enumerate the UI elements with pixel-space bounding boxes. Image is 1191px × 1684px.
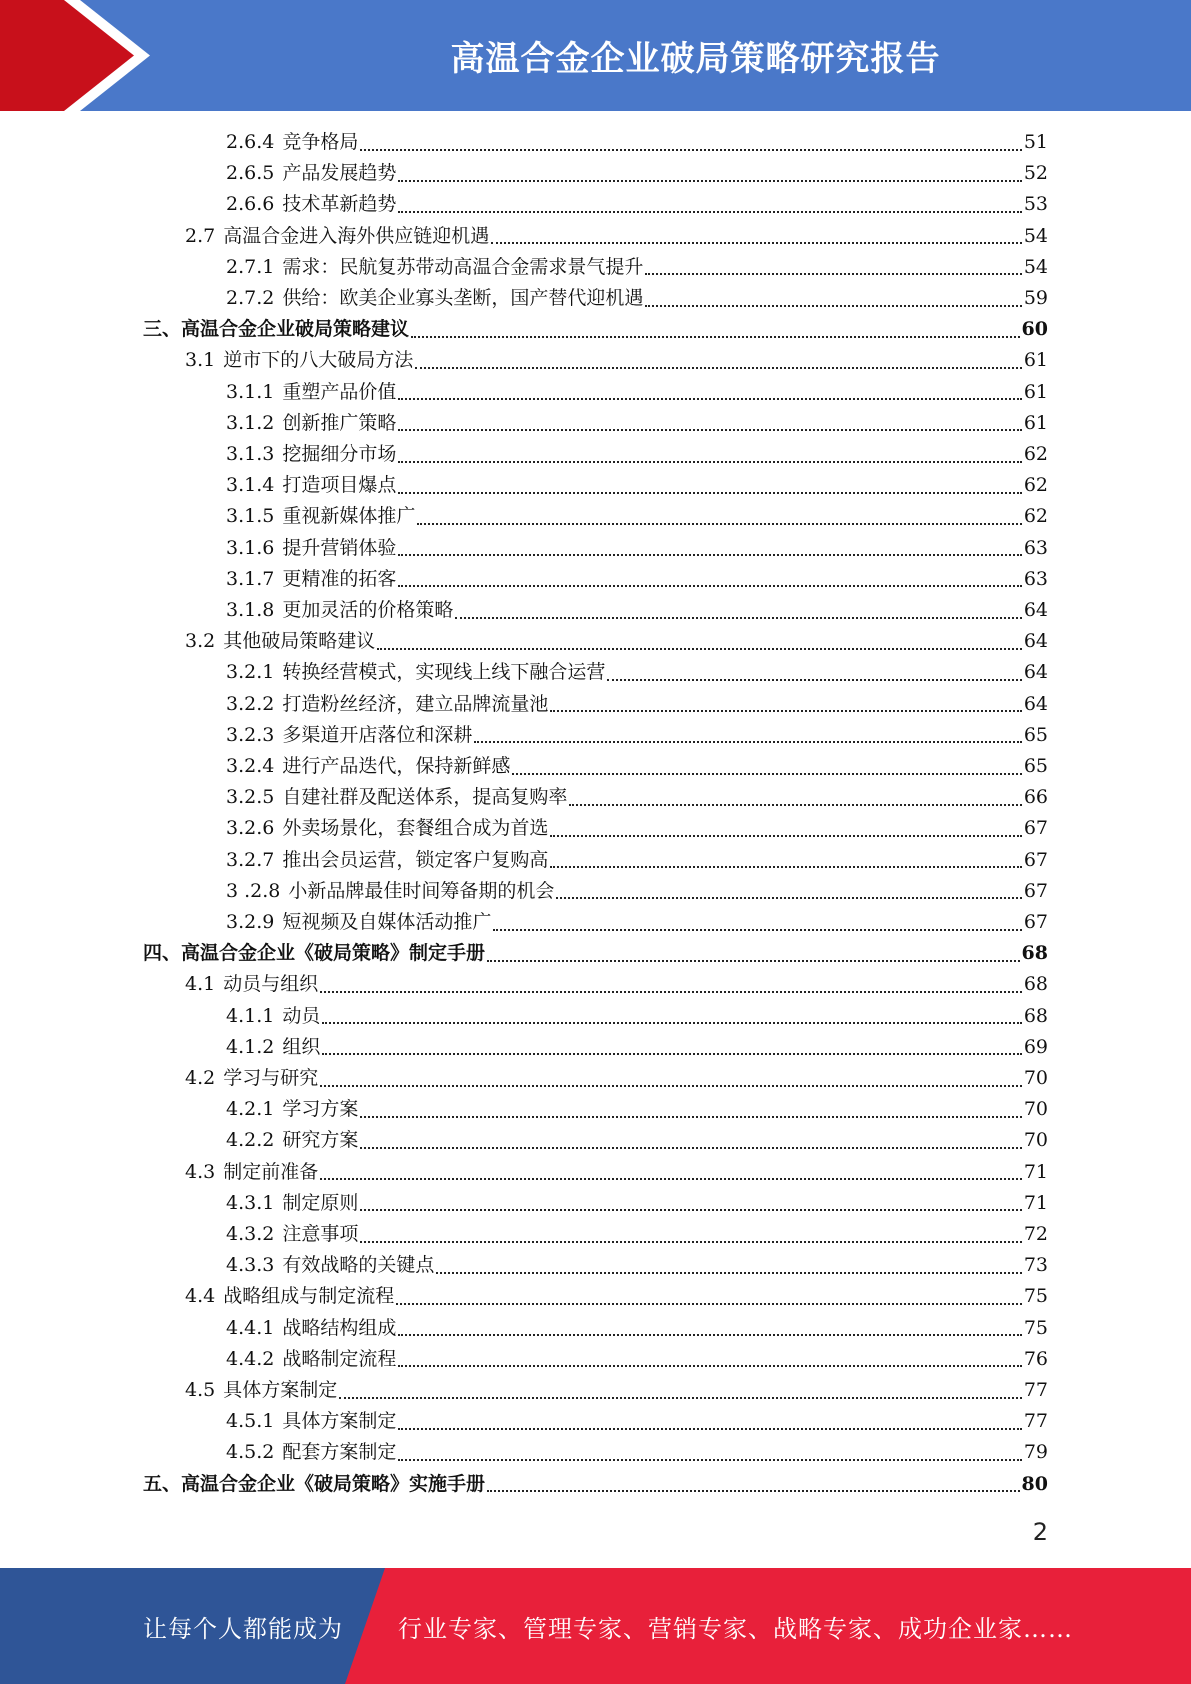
- toc-entry-label: 五、高温合金企业《破局策略》实施手册: [143, 1472, 486, 1495]
- toc-entry-label: 重视新媒体推广: [282, 505, 416, 528]
- toc-entry[interactable]: [226, 1313, 1048, 1344]
- toc-entry-number: 4.5.2: [226, 1441, 275, 1464]
- toc-entry-label: 供给：欧美企业寡头垄断，国产替代迎机遇: [282, 287, 644, 309]
- toc-entry[interactable]: [226, 501, 1048, 532]
- toc-entry-page: 53: [1023, 193, 1048, 216]
- toc-entry-number: 4.5: [185, 1379, 216, 1401]
- page-number: 2: [1032, 1518, 1048, 1546]
- toc-entry-page: 67: [1023, 848, 1048, 871]
- toc-entry-number: 3.1.1: [226, 380, 275, 403]
- toc-entry-number: 3.2.4: [226, 755, 275, 777]
- toc-entry[interactable]: [226, 845, 1048, 876]
- toc-entry-page: 62: [1023, 505, 1048, 528]
- toc-entry-label: 配套方案制定: [282, 1441, 397, 1464]
- toc-entry-number: 3.1.4: [226, 474, 275, 497]
- toc-entry[interactable]: [226, 720, 1048, 751]
- toc-entry-label: 注意事项: [282, 1223, 359, 1245]
- toc-entry-title: [226, 657, 605, 688]
- toc-entry-title: [226, 439, 396, 470]
- toc-dot-leader: [360, 131, 1021, 151]
- toc-entry-title: [226, 907, 491, 938]
- toc-entry-number: 3.2.2: [226, 692, 275, 715]
- toc-entry-page: 65: [1023, 755, 1048, 777]
- toc-entry-label: 产品发展趋势: [282, 162, 397, 185]
- toc-entry-page: 69: [1023, 1035, 1048, 1058]
- toc-entry-label: 高温合金进入海外供应链迎机遇: [223, 224, 490, 247]
- toc-entry-page: 64: [1023, 661, 1048, 684]
- toc-entry-label: 四、高温合金企业《破局策略》制定手册: [143, 942, 486, 965]
- toc-dot-leader: [398, 162, 1021, 182]
- toc-entry-page: 75: [1023, 1316, 1048, 1339]
- toc-entry[interactable]: [226, 189, 1048, 220]
- footer-slogan-right: 行业专家、管理专家、营销专家、战略专家、成功企业家……: [398, 1614, 1073, 1643]
- toc-dot-leader: [569, 786, 1021, 806]
- toc-dot-leader: [556, 879, 1021, 899]
- toc-entry[interactable]: [185, 1375, 1048, 1406]
- toc-entry-page: 52: [1023, 162, 1048, 185]
- toc-dot-leader: [474, 723, 1021, 743]
- toc-entry[interactable]: [226, 564, 1048, 595]
- toc-dot-leader: [398, 567, 1021, 587]
- toc-entry[interactable]: [226, 689, 1048, 720]
- toc-entry-number: 2.7.2: [226, 287, 275, 309]
- footer-slogan-left: 让每个人都能成为: [143, 1614, 343, 1643]
- toc-entry-page: 70: [1023, 1067, 1048, 1089]
- toc-entry-label: 进行产品迭代，保持新鲜感: [282, 755, 511, 777]
- toc-entry-page: 54: [1023, 255, 1048, 278]
- toc-entry-number: 3.1.8: [226, 599, 275, 621]
- toc-dot-leader: [398, 474, 1021, 494]
- toc-entry-label: 其他破局策略建议: [223, 630, 376, 653]
- toc-entry-label: 有效战略的关键点: [282, 1254, 435, 1277]
- toc-entry-label: 打造项目爆点: [282, 474, 397, 497]
- toc-entry-number: 4.1.1: [226, 1004, 275, 1027]
- toc-entry-label: 重塑产品价值: [282, 380, 397, 403]
- toc-dot-leader: [411, 318, 1020, 338]
- toc-entry-number: 4.3.2: [226, 1223, 275, 1245]
- toc-entry-number: 4.4.1: [226, 1316, 275, 1339]
- toc-entry[interactable]: [226, 876, 1048, 907]
- toc-dot-leader: [360, 1223, 1021, 1243]
- toc-entry-number: 2.6.4: [226, 131, 275, 153]
- toc-entry-title: [226, 720, 472, 751]
- toc-entry[interactable]: [185, 221, 1048, 252]
- toc-entry-page: 73: [1023, 1254, 1048, 1277]
- toc-entry-number: 3.2.3: [226, 723, 275, 746]
- toc-dot-leader: [360, 1098, 1021, 1118]
- toc-entry-label: 创新推广策略: [282, 411, 397, 434]
- toc-entry-page: 62: [1023, 474, 1048, 497]
- toc-entry-label: 逆市下的八大破局方法: [223, 349, 414, 372]
- toc-dot-leader: [398, 380, 1021, 400]
- toc-entry[interactable]: [226, 751, 1048, 782]
- toc-entry[interactable]: [185, 345, 1048, 376]
- toc-entry-title: [226, 470, 396, 501]
- toc-dot-leader: [487, 1472, 1020, 1492]
- toc-entry-title: [226, 1406, 396, 1437]
- toc-entry[interactable]: [226, 595, 1048, 626]
- toc-dot-leader: [322, 1004, 1021, 1024]
- toc-entry-label: 组织: [282, 1035, 321, 1058]
- toc-entry-label: 更加灵活的价格策略: [282, 599, 454, 621]
- toc-entry-title: [143, 314, 409, 345]
- toc-entry-title: [226, 1344, 396, 1375]
- toc-entry-page: 68: [1023, 1004, 1048, 1027]
- toc-entry-label: 打造粉丝经济，建立品牌流量池: [282, 692, 549, 715]
- page-footer: [0, 1568, 1191, 1684]
- toc-entry-title: [226, 1219, 358, 1250]
- toc-entry[interactable]: [185, 1281, 1048, 1312]
- toc-entry-page: 71: [1023, 1160, 1048, 1183]
- toc-entry-page: 64: [1023, 630, 1048, 653]
- toc-entry[interactable]: [226, 158, 1048, 189]
- toc-dot-leader: [360, 1129, 1021, 1149]
- toc-entry[interactable]: [143, 314, 1048, 345]
- toc-entry-title: [226, 408, 396, 439]
- toc-entry-number: 4.2.1: [226, 1098, 275, 1121]
- toc-entry[interactable]: [185, 626, 1048, 657]
- toc-entry-page: 66: [1023, 786, 1048, 809]
- toc-entry-page: 67: [1023, 879, 1048, 902]
- toc-entry-label: 具体方案制定: [282, 1410, 397, 1433]
- toc-entry-label: 技术革新趋势: [282, 193, 397, 216]
- toc-entry-number: 3.1.2: [226, 411, 275, 434]
- toc-entry-number: 4.1: [185, 973, 216, 996]
- toc-entry-title: [226, 813, 548, 844]
- toc-entry-number: 3.2.9: [226, 911, 275, 933]
- toc-dot-leader: [398, 1410, 1021, 1430]
- toc-entry-title: [226, 533, 396, 564]
- toc-entry-number: 2.7: [185, 224, 216, 247]
- toc-entry-number: 3.2.7: [226, 848, 275, 871]
- report-title: 高温合金企业破局策略研究报告: [450, 39, 941, 79]
- toc-entry-page: 54: [1023, 224, 1048, 247]
- toc-entry-label: 战略组成与制定流程: [223, 1285, 395, 1308]
- toc-entry[interactable]: [226, 470, 1048, 501]
- toc-entry-number: 3.1.7: [226, 567, 275, 590]
- toc-entry-label: 需求：民航复苏带动高温合金需求景气提升: [282, 255, 644, 278]
- page-header: [0, 0, 1191, 111]
- toc-entry-label: 制定前准备: [223, 1160, 319, 1183]
- toc-entry-page: 77: [1023, 1379, 1048, 1401]
- toc-entry-number: 4.4.2: [226, 1347, 275, 1370]
- toc-entry-label: 战略结构组成: [282, 1316, 397, 1339]
- toc-entry[interactable]: [226, 907, 1048, 938]
- toc-entry-page: 80: [1021, 1472, 1048, 1495]
- toc-entry-title: [226, 501, 415, 532]
- toc-entry-label: 动员: [282, 1004, 321, 1027]
- toc-entry-number: 4.5.1: [226, 1410, 275, 1433]
- toc-entry-title: [226, 377, 396, 408]
- toc-entry-label: 提升营销体验: [282, 536, 397, 559]
- toc-entry[interactable]: [226, 1406, 1048, 1437]
- toc-entry-page: 64: [1023, 692, 1048, 715]
- toc-entry-label: 具体方案制定: [223, 1379, 338, 1401]
- toc-entry[interactable]: [226, 1094, 1048, 1125]
- toc-dot-leader: [322, 1035, 1021, 1055]
- toc-entry[interactable]: [185, 969, 1048, 1000]
- toc-entry-label: 自建社群及配送体系，提高复购率: [282, 786, 568, 809]
- toc-dot-leader: [455, 599, 1021, 619]
- toc-entry-label: 推出会员运营，锁定客户复购高: [282, 848, 549, 871]
- toc-dot-leader: [320, 1160, 1022, 1180]
- toc-entry[interactable]: [185, 1157, 1048, 1188]
- toc-dot-leader: [550, 848, 1021, 868]
- toc-entry-title: [226, 751, 510, 782]
- toc-dot-leader: [377, 630, 1022, 650]
- toc-entry-title: [185, 1375, 337, 1406]
- toc-dot-leader: [550, 692, 1021, 712]
- toc-entry[interactable]: [226, 1219, 1048, 1250]
- toc-entry-label: 研究方案: [282, 1129, 359, 1152]
- toc-dot-leader: [398, 443, 1021, 463]
- toc-entry[interactable]: [226, 1188, 1048, 1219]
- toc-entry-page: 65: [1023, 723, 1048, 746]
- toc-dot-leader: [339, 1379, 1022, 1399]
- toc-entry-page: 67: [1023, 911, 1048, 933]
- toc-entry-title: [185, 626, 375, 657]
- toc-entry-title: [185, 1281, 394, 1312]
- toc-entry-label: 更精准的拓客: [282, 567, 397, 590]
- toc-entry[interactable]: [226, 252, 1048, 283]
- toc-entry-title: [226, 189, 396, 220]
- toc-entry-title: [185, 1157, 318, 1188]
- toc-entry-page: 68: [1021, 942, 1048, 965]
- toc-entry[interactable]: [226, 1032, 1048, 1063]
- toc-entry-number: 3 .2.8: [226, 879, 281, 902]
- toc-entry-number: 4.4: [185, 1285, 216, 1308]
- toc-dot-leader: [398, 1347, 1021, 1367]
- toc-entry-number: 3.2.1: [226, 661, 275, 684]
- toc-entry-number: 4.3.1: [226, 1191, 275, 1214]
- toc-entry-page: 61: [1023, 411, 1048, 434]
- toc-entry-page: 68: [1023, 973, 1048, 996]
- toc-entry-page: 72: [1023, 1223, 1048, 1245]
- toc-entry[interactable]: [226, 439, 1048, 470]
- toc-entry[interactable]: [226, 813, 1048, 844]
- toc-dot-leader: [645, 255, 1021, 275]
- toc-entry-label: 挖掘细分市场: [282, 443, 397, 465]
- toc-entry-title: [226, 1437, 396, 1468]
- toc-entry-title: [226, 283, 643, 314]
- toc-entry[interactable]: [143, 1469, 1048, 1500]
- toc-entry[interactable]: [226, 657, 1048, 688]
- toc-entry[interactable]: [226, 377, 1048, 408]
- toc-entry-title: [226, 1250, 434, 1281]
- toc-dot-leader: [436, 1254, 1021, 1274]
- toc-entry-title: [226, 158, 396, 189]
- toc-entry-title: [226, 1125, 358, 1156]
- toc-dot-leader: [398, 193, 1021, 213]
- toc-dot-leader: [512, 755, 1021, 775]
- toc-entry-title: [185, 221, 489, 252]
- toc-dot-leader: [491, 224, 1022, 244]
- toc-entry-title: [226, 1313, 396, 1344]
- toc-entry-number: 3.1.6: [226, 536, 275, 559]
- toc-entry-number: 4.2.2: [226, 1129, 275, 1152]
- toc-entry-page: 51: [1023, 131, 1048, 153]
- toc-entry[interactable]: [143, 938, 1048, 969]
- toc-entry-page: 62: [1023, 443, 1048, 465]
- toc-entry-number: 2.7.1: [226, 255, 275, 278]
- toc-entry-number: 4.3: [185, 1160, 216, 1183]
- toc-entry-title: [226, 1032, 320, 1063]
- toc-entry-label: 战略制定流程: [282, 1347, 397, 1370]
- toc-entry-title: [226, 127, 358, 158]
- toc-dot-leader: [487, 942, 1020, 962]
- toc-entry[interactable]: [226, 408, 1048, 439]
- toc-dot-leader: [320, 973, 1022, 993]
- toc-entry-number: 3.1: [185, 349, 216, 372]
- toc-dot-leader: [398, 1441, 1021, 1461]
- toc-entry-label: 外卖场景化，套餐组合成为首选: [282, 817, 549, 840]
- toc-entry-page: 70: [1023, 1098, 1048, 1121]
- toc-dot-leader: [415, 349, 1022, 369]
- toc-dot-leader: [493, 911, 1021, 931]
- toc-entry-number: 2.6.6: [226, 193, 275, 216]
- toc-entry-title: [226, 1001, 320, 1032]
- toc-entry-number: 3.2.6: [226, 817, 275, 840]
- toc-entry-number: 3.2: [185, 630, 216, 653]
- toc-entry-label: 制定原则: [282, 1191, 359, 1214]
- toc-entry[interactable]: [226, 127, 1048, 158]
- toc-entry-number: 3.2.5: [226, 786, 275, 809]
- toc-entry-title: [226, 782, 567, 813]
- toc-dot-leader: [607, 661, 1021, 681]
- toc-entry[interactable]: [226, 1001, 1048, 1032]
- toc-entry-page: 71: [1023, 1191, 1048, 1214]
- toc-entry-number: 4.1.2: [226, 1035, 275, 1058]
- toc-entry-label: 三、高温合金企业破局策略建议: [143, 318, 410, 341]
- toc-entry-page: 75: [1023, 1285, 1048, 1308]
- toc-entry-page: 77: [1023, 1410, 1048, 1433]
- toc-dot-leader: [645, 287, 1021, 307]
- toc-entry-title: [185, 969, 318, 1000]
- toc-entry-title: [143, 938, 485, 969]
- toc-entry-title: [143, 1469, 485, 1500]
- toc-entry-page: 79: [1023, 1441, 1048, 1464]
- toc-entry-label: 竞争格局: [282, 131, 359, 153]
- toc-entry-label: 短视频及自媒体活动推广: [282, 911, 492, 933]
- toc-entry-number: 4.2: [185, 1067, 216, 1089]
- toc-entry-title: [226, 1188, 358, 1219]
- toc-entry-title: [226, 1094, 358, 1125]
- toc-entry-title: [226, 689, 548, 720]
- toc-entry-label: 多渠道开店落位和深耕: [282, 723, 473, 746]
- toc-entry-title: [185, 1063, 318, 1094]
- toc-dot-leader: [417, 505, 1021, 525]
- toc-entry[interactable]: [226, 283, 1048, 314]
- toc-entry-page: 67: [1023, 817, 1048, 840]
- toc-entry-title: [185, 345, 413, 376]
- toc-entry[interactable]: [226, 533, 1048, 564]
- toc-entry-number: 3.1.3: [226, 443, 275, 465]
- toc-dot-leader: [396, 1285, 1022, 1305]
- toc-entry-page: 76: [1023, 1347, 1048, 1370]
- toc-entry-number: 2.6.5: [226, 162, 275, 185]
- toc-entry[interactable]: [226, 1125, 1048, 1156]
- toc-dot-leader: [360, 1191, 1021, 1211]
- toc-entry-label: 动员与组织: [223, 973, 319, 996]
- toc-entry[interactable]: [226, 782, 1048, 813]
- toc-entry-page: 63: [1023, 567, 1048, 590]
- toc-dot-leader: [320, 1067, 1022, 1087]
- toc-entry-title: [226, 564, 396, 595]
- toc-dot-leader: [398, 411, 1021, 431]
- toc-entry[interactable]: [226, 1250, 1048, 1281]
- toc-entry[interactable]: [226, 1344, 1048, 1375]
- toc-entry-title: [226, 845, 548, 876]
- toc-entry-page: 61: [1023, 380, 1048, 403]
- toc-entry-page: 60: [1021, 318, 1048, 341]
- toc-entry-number: 3.1.5: [226, 505, 275, 528]
- toc-entry-number: 4.3.3: [226, 1254, 275, 1277]
- toc-entry-label: 小新品牌最佳时间筹备期的机会: [288, 879, 555, 902]
- toc-entry-label: 转换经营模式，实现线上线下融合运营: [282, 661, 606, 684]
- toc-entry-title: [226, 252, 643, 283]
- toc-entry-page: 63: [1023, 536, 1048, 559]
- toc-entry-title: [226, 595, 453, 626]
- toc-entry-label: 学习方案: [282, 1098, 359, 1121]
- toc-dot-leader: [398, 1316, 1021, 1336]
- toc-entry-page: 59: [1023, 287, 1048, 309]
- toc-dot-leader: [398, 536, 1021, 556]
- toc-entry-page: 61: [1023, 349, 1048, 372]
- toc-dot-leader: [550, 817, 1021, 837]
- toc-entry-label: 学习与研究: [223, 1067, 319, 1089]
- toc-entry[interactable]: [185, 1063, 1048, 1094]
- toc-entry-title: [226, 876, 554, 907]
- toc-entry-page: 70: [1023, 1129, 1048, 1152]
- toc-entry-page: 64: [1023, 599, 1048, 621]
- toc-entry[interactable]: [226, 1437, 1048, 1468]
